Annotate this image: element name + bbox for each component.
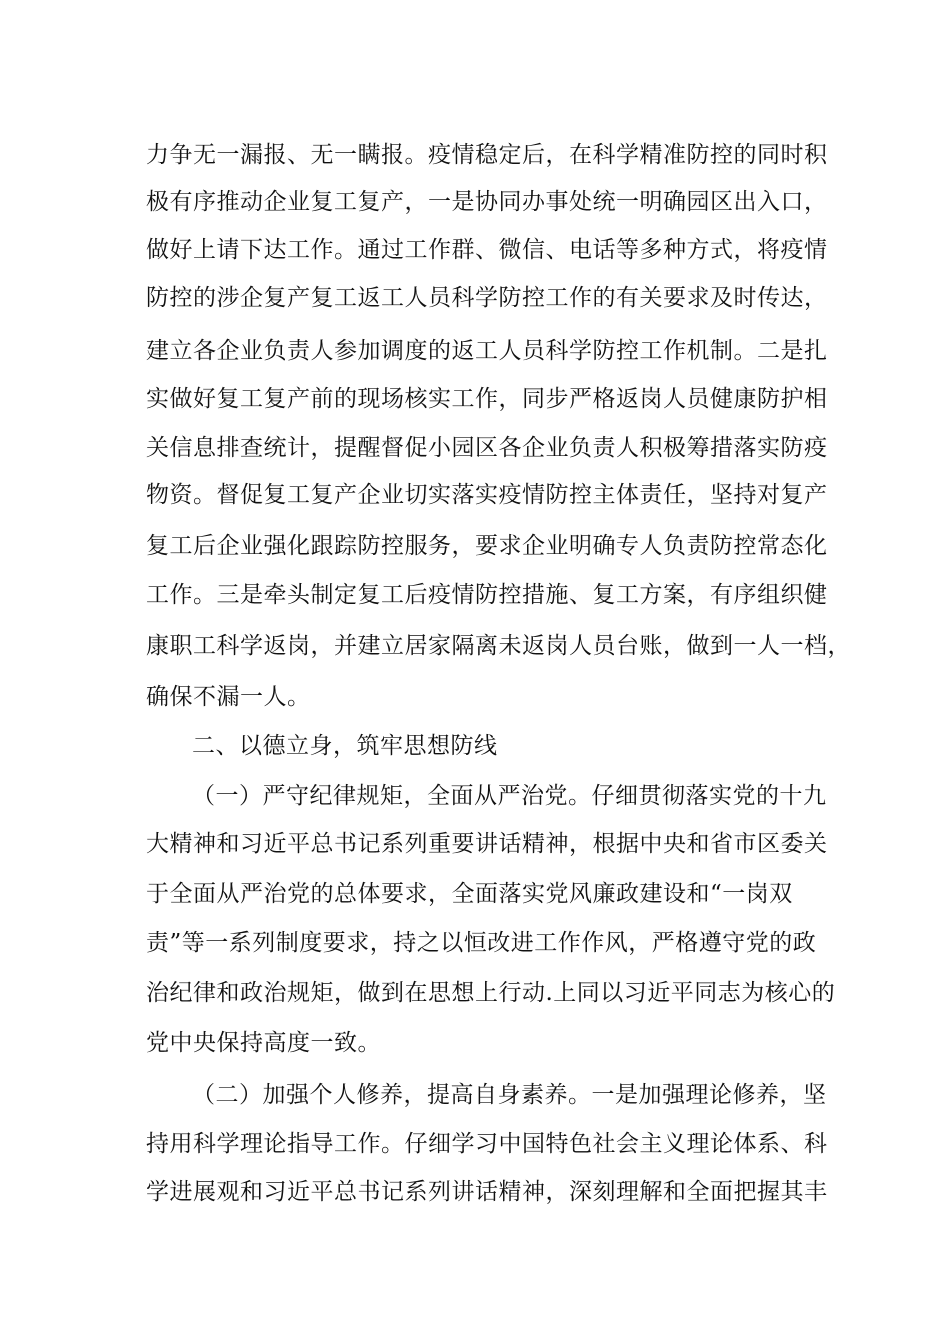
section-heading: 二、以德立身，筑牢思想防线 [192, 733, 498, 759]
body-text-line: 康职工科学返岗，并建立居家隔离未返岗人员台账，做到一人一档， [146, 633, 851, 659]
paragraph-first-line: （二）加强个人修养，提高自身素养。一是加强理论修养，坚 [192, 1082, 827, 1108]
body-text-line: 建立各企业负责人参加调度的返工人员科学防控工作机制。二是扎 [146, 338, 828, 364]
body-text-line: 持用科学理论指导工作。仔细学习中国特色社会主义理论体系、科 [146, 1131, 828, 1157]
body-text-line: 防控的涉企复产复工返工人员科学防控工作的有关要求及时传达， [146, 285, 828, 311]
body-text-line: 于全面从严治党的总体要求，全面落实党风廉政建设和“一岗双 [146, 881, 793, 907]
body-text-line: 责”等一系列制度要求，持之以恒改进工作作风，严格遵守党的政 [146, 930, 817, 956]
body-text-line: 物资。督促复工复产企业切实落实疫情防控主体责任，坚持对复产 [146, 482, 828, 508]
body-text-line: 治纪律和政治规矩，做到在思想上行动.上同以习近平同志为核心的 [146, 980, 836, 1006]
body-text-line: 确保不漏一人。 [146, 684, 311, 710]
body-text-line: 工作。三是牵头制定复工后疫情防控措施、复工方案，有序组织健 [146, 582, 828, 608]
paragraph-first-line: （一）严守纪律规矩，全面从严治党。仔细贯彻落实党的十九 [192, 783, 827, 809]
body-text-line: 极有序推动企业复工复产，一是协同办事处统一明确园区出入口， [146, 189, 828, 215]
body-text-line: 做好上请下达工作。通过工作群、微信、电话等多种方式，将疫情 [146, 237, 828, 263]
body-text-line: 党中央保持高度一致。 [146, 1030, 381, 1056]
body-text-line: 复工后企业强化跟踪防控服务，要求企业明确专人负责防控常态化 [146, 533, 828, 559]
body-text-line: 力争无一漏报、无一瞒报。疫情稳定后，在科学精准防控的同时积 [146, 142, 828, 168]
body-text-line: 学进展观和习近平总书记系列讲话精神，深刻理解和全面把握其丰 [146, 1179, 828, 1205]
body-text-line: 实做好复工复产前的现场核实工作，同步严格返岗人员健康防护相 [146, 386, 828, 412]
body-text-line: 关信息排查统计，提醒督促小园区各企业负责人积极筹措落实防疫 [146, 435, 828, 461]
body-text-line: 大精神和习近平总书记系列重要讲话精神，根据中央和省市区委关 [146, 831, 828, 857]
